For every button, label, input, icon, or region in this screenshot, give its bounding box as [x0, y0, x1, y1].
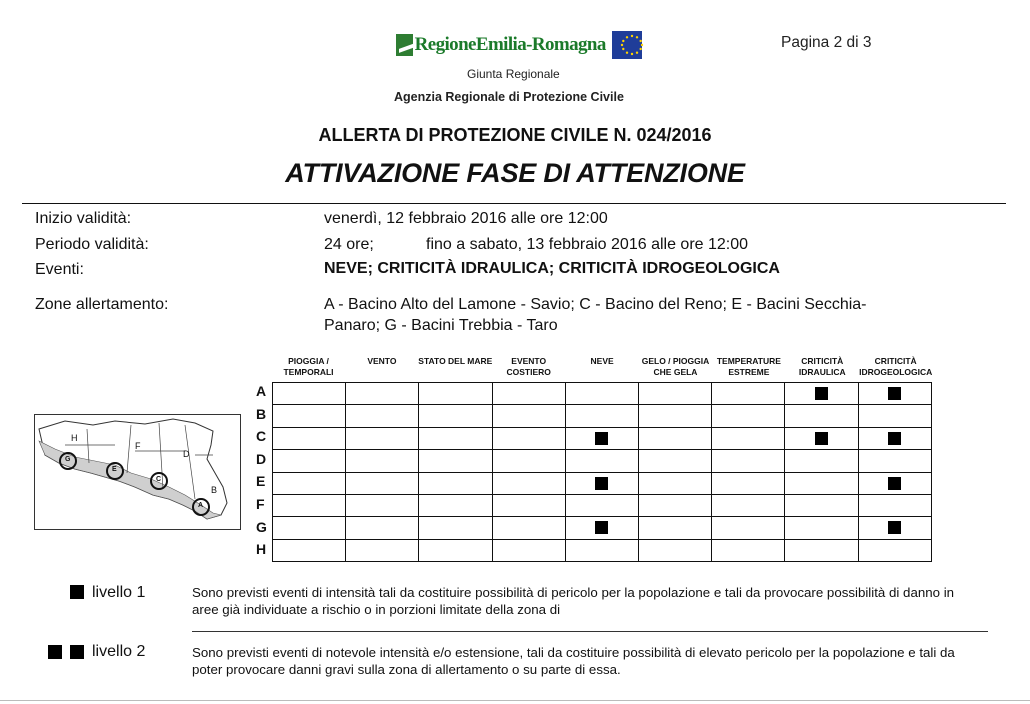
table-cell [712, 472, 785, 494]
column-header-line2: CHE GELA [653, 367, 698, 377]
level1-mark-icon [888, 521, 901, 534]
eu-flag-icon [612, 31, 642, 59]
table-cell [419, 450, 492, 472]
row-label: G [256, 518, 267, 535]
level2-label: livello 2 [92, 643, 146, 660]
column-header-line2: COSTIERO [506, 367, 551, 377]
column-header-line2: ESTREME [728, 367, 770, 377]
table-cell [712, 450, 785, 472]
phase-title: ATTIVAZIONE FASE DI ATTENZIONE [285, 158, 745, 188]
page-bottom-edge [0, 700, 1030, 701]
table-cell [346, 517, 419, 539]
periodo-value: 24 ore; [324, 236, 374, 253]
region-logo-text: RegioneEmilia-Romagna [414, 34, 606, 55]
table-cell [346, 427, 419, 449]
level2-description: Sono previsti eventi di notevole intensità e/o estensione, tali da costituire possibilità di elevato pericolo per la popolazione e tali da poter provocare danni gravi sulla zona di allertamento o su parte di essa. [192, 645, 955, 677]
level1-mark-icon [815, 387, 828, 400]
region-map-graphic [35, 415, 240, 529]
column-header-line1: PIOGGIA / [288, 356, 329, 366]
level1-mark-icon [815, 432, 828, 445]
row-label: F [256, 496, 265, 512]
map-circled-zone-label: G [65, 456, 71, 463]
inizio-value: venerdì, 12 febbraio 2016 alle ore 12:00 [324, 210, 608, 227]
table-cell [785, 405, 858, 427]
table-cell [492, 494, 565, 516]
table-cell [785, 383, 858, 405]
map-circled-zone-label: E [112, 466, 117, 473]
table-cell [419, 517, 492, 539]
table-cell [638, 539, 711, 561]
table-cell [712, 494, 785, 516]
table-cell [419, 472, 492, 494]
table-cell [638, 427, 711, 449]
eventi-label: Eventi: [35, 261, 84, 278]
column-header-8 [859, 356, 933, 378]
table-cell [346, 405, 419, 427]
column-header-3 [492, 356, 566, 378]
title-divider [22, 203, 1006, 204]
level1-description: Sono previsti eventi di intensità tali da costituire possibilità di pericolo per la popolazione e tali da provocare possibilità di danno in aree già individuate a rischio o in porzioni limitate della zona di [192, 585, 955, 617]
column-header-0 [272, 356, 346, 378]
table-cell [858, 539, 931, 561]
table-cell [565, 539, 638, 561]
zone-label: Zone allertamento: [35, 296, 169, 313]
periodo-until: fino a sabato, 13 febbraio 2016 alle ore 12:00 [426, 236, 749, 253]
column-header-line1: CRITICITÀ [874, 356, 917, 366]
level1-mark-icon [888, 387, 901, 400]
level1-mark-icon [595, 477, 608, 490]
table-cell [346, 383, 419, 405]
map-zone-label: D [183, 449, 190, 459]
level1-mark-icon [595, 521, 608, 534]
table-cell [858, 405, 931, 427]
level2-square-icon-2 [70, 645, 84, 659]
table-cell [419, 494, 492, 516]
table-cell [492, 539, 565, 561]
table-cell [565, 427, 638, 449]
table-cell [785, 472, 858, 494]
table-row [273, 494, 932, 516]
agency-name: Agenzia Regionale di Protezione Civile [394, 90, 624, 104]
page-number: Pagina 2 di 3 [781, 34, 872, 51]
table-cell [492, 472, 565, 494]
zone-value-line2: Panaro; G - Bacini Trebbia - Taro [324, 317, 558, 334]
row-label: B [256, 405, 267, 422]
level1-square-icon [70, 585, 84, 599]
table-cell [346, 472, 419, 494]
level1-mark-icon [595, 432, 608, 445]
region-flag-icon [396, 34, 413, 56]
column-header-line1: TEMPERATURE [716, 356, 781, 366]
table-cell [785, 427, 858, 449]
table-cell [858, 427, 931, 449]
table-cell [273, 450, 346, 472]
row-label: E [256, 473, 266, 490]
table-cell [419, 383, 492, 405]
alert-number-title: ALLERTA DI PROTEZIONE CIVILE N. 024/2016 [318, 125, 712, 145]
map-zone-label: H [71, 433, 78, 443]
map-zone-label: F [135, 441, 141, 451]
alert-matrix-table [272, 382, 932, 562]
inizio-label: Inizio validità: [35, 210, 132, 227]
table-cell [858, 494, 931, 516]
table-cell [858, 517, 931, 539]
table-cell [273, 517, 346, 539]
table-row [273, 450, 932, 472]
table-cell [565, 450, 638, 472]
table-cell [346, 539, 419, 561]
map-zone-label: B [211, 485, 218, 495]
table-cell [785, 450, 858, 472]
table-cell [492, 517, 565, 539]
table-cell [638, 494, 711, 516]
table-cell [858, 383, 931, 405]
column-header-line1: VENTO [367, 356, 397, 366]
map-circled-zone-label: A [198, 502, 204, 509]
table-cell [492, 450, 565, 472]
column-header-line1: GELO / PIOGGIA [641, 356, 710, 366]
column-header-1 [345, 356, 419, 367]
periodo-label: Periodo validità: [35, 236, 149, 253]
eventi-value: NEVE; CRITICITÀ IDRAULICA; CRITICITÀ IDROGEOLOGICA [324, 260, 780, 277]
table-row [273, 427, 932, 449]
table-cell [565, 472, 638, 494]
table-cell [273, 494, 346, 516]
table-cell [638, 517, 711, 539]
table-cell [273, 383, 346, 405]
table-cell [273, 405, 346, 427]
table-cell [565, 405, 638, 427]
table-cell [273, 472, 346, 494]
table-cell [419, 405, 492, 427]
column-header-line2: IDRAULICA [798, 367, 846, 377]
map-circled-zone-label: C [156, 476, 162, 483]
table-cell [419, 539, 492, 561]
row-label: C [256, 428, 267, 445]
row-label: A [256, 383, 267, 399]
giunta-regionale: Giunta Regionale [467, 67, 560, 81]
table-cell [785, 517, 858, 539]
level1-label: livello 1 [92, 584, 146, 601]
table-cell [346, 494, 419, 516]
table-cell [492, 427, 565, 449]
column-header-6 [712, 356, 786, 378]
column-header-4 [565, 356, 639, 367]
column-header-line1: CRITICITÀ [801, 356, 844, 366]
table-cell [273, 539, 346, 561]
table-cell [785, 494, 858, 516]
table-cell [712, 517, 785, 539]
table-cell [492, 405, 565, 427]
legend-divider [192, 631, 988, 632]
table-cell [565, 517, 638, 539]
row-label: D [256, 450, 267, 467]
table-cell [712, 539, 785, 561]
zone-map [34, 414, 241, 530]
row-label: H [256, 541, 267, 558]
table-cell [565, 383, 638, 405]
table-cell [785, 539, 858, 561]
region-logo [396, 30, 642, 60]
table-cell [565, 494, 638, 516]
column-header-7 [785, 356, 859, 378]
column-header-line1: NEVE [590, 356, 614, 366]
column-header-5 [639, 356, 713, 378]
table-cell [638, 383, 711, 405]
table-cell [638, 472, 711, 494]
table-cell [858, 472, 931, 494]
table-row [273, 405, 932, 427]
table-cell [712, 405, 785, 427]
column-header-line1: STATO DEL MARE [418, 356, 493, 366]
table-cell [638, 405, 711, 427]
table-cell [419, 427, 492, 449]
table-row [273, 472, 932, 494]
column-header-line1: EVENTO [511, 356, 547, 366]
table-cell [712, 427, 785, 449]
table-cell [346, 450, 419, 472]
zone-value-line1: A - Bacino Alto del Lamone - Savio; C - Bacino del Reno; E - Bacini Secchia- [324, 296, 867, 313]
column-header-line2: IDROGEOLOGICA [859, 367, 933, 377]
table-cell [492, 383, 565, 405]
level2-square-icon-1 [48, 645, 62, 659]
column-header-2 [418, 356, 492, 367]
table-cell [858, 450, 931, 472]
table-cell [273, 427, 346, 449]
table-cell [712, 383, 785, 405]
level1-mark-icon [888, 432, 901, 445]
level1-mark-icon [888, 477, 901, 490]
table-cell [638, 450, 711, 472]
table-row [273, 539, 932, 561]
table-row [273, 383, 932, 405]
column-header-line2: TEMPORALI [283, 367, 334, 377]
table-row [273, 517, 932, 539]
